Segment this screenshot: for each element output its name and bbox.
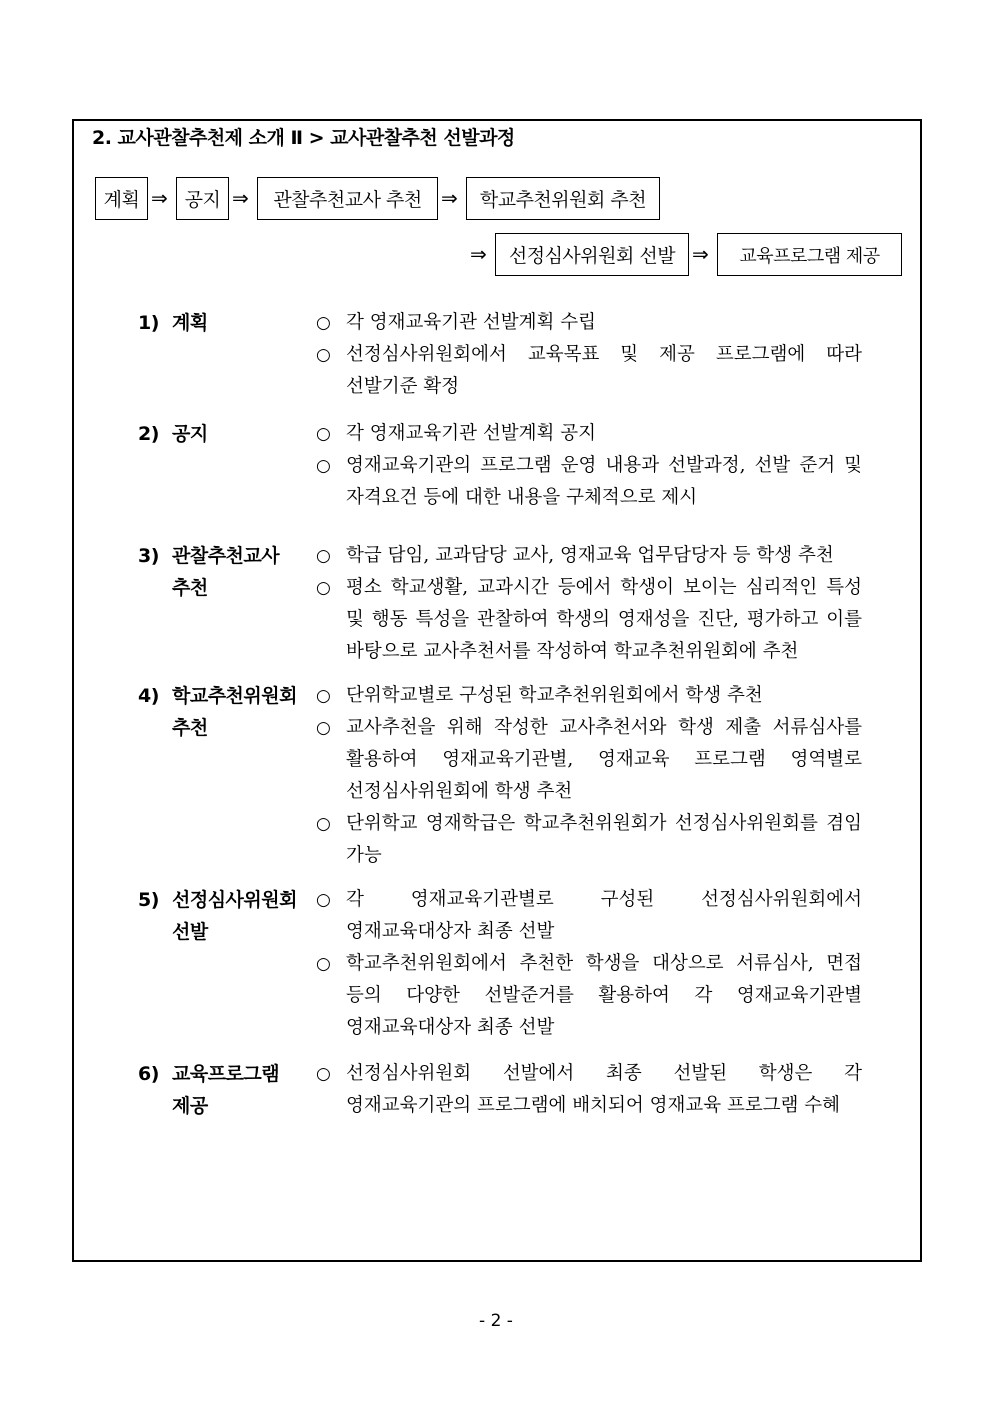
- step-6: [138, 1058, 862, 1122]
- item-text: 단위학교 영재학급은 학교추천위원회가 선정심사위원회를 겸임 가능: [346, 813, 862, 866]
- item-text: 각 영재교육기관 선발계획 공지: [346, 423, 596, 444]
- step-number: 3): [138, 545, 159, 567]
- flow-arrow-icon: ⇒: [232, 186, 249, 210]
- item-text: 단위학교별로 구성된 학교추천위원회에서 학생 추천: [346, 685, 763, 706]
- step-number: 6): [138, 1063, 159, 1085]
- step-number: 5): [138, 889, 159, 911]
- step-4: [138, 680, 862, 872]
- flow-box-notice: 공지: [176, 177, 229, 220]
- step-title: 선정심사위원회 선발: [172, 889, 297, 943]
- circle-bullet-icon: ○: [316, 456, 331, 476]
- circle-bullet-icon: ○: [316, 686, 331, 706]
- section-heading: 2. 교사관찰추천제 소개 Ⅱ > 교사관찰추천 선발과정: [92, 127, 515, 149]
- step-number: 2): [138, 423, 159, 445]
- flow-box-plan: 계획: [95, 177, 148, 220]
- flow-arrow-icon: ⇒: [692, 242, 709, 266]
- flow-arrow-icon: ⇒: [151, 186, 168, 210]
- step-title: 학교추천위원회 추천: [172, 685, 297, 739]
- flow-box-teacher-recommend: 관찰추천교사 추천: [257, 177, 438, 220]
- step-title: 계획: [172, 312, 208, 334]
- list-item: [316, 1058, 862, 1122]
- item-text: 선정심사위원회 선발에서 최종 선발된 학생은 각 영재교육기관의 프로그램에 배치되어 영재교육 프로그램 수혜: [346, 1063, 862, 1116]
- step-2: [138, 418, 862, 514]
- step-3: [138, 540, 862, 668]
- circle-bullet-icon: ○: [316, 313, 331, 333]
- item-text: 교사추천을 위해 작성한 교사추천서와 학생 제출 서류심사를 활용하여 영재교육기관별, 영재교육 프로그램 영역별로 선정심사위원회에 학생 추천: [346, 717, 862, 802]
- item-text: 학급 담임, 교과담당 교사, 영재교육 업무담당자 등 학생 추천: [346, 545, 834, 566]
- flow-box-school-committee: 학교추천위원회 추천: [466, 177, 660, 220]
- item-text: 각 영재교육기관별로 구성된 선정심사위원회에서 영재교육대상자 최종 선발: [346, 889, 862, 942]
- list-item: [316, 307, 862, 339]
- circle-bullet-icon: ○: [316, 424, 331, 444]
- circle-bullet-icon: ○: [316, 578, 331, 598]
- list-item: [316, 680, 862, 712]
- list-item: [316, 712, 862, 808]
- item-text: 학교추천위원회에서 추천한 학생을 대상으로 서류심사, 면접 등의 다양한 선발준거를 활용하여 각 영재교육기관별 영재교육대상자 최종 선발: [346, 953, 862, 1038]
- list-item: [316, 339, 862, 403]
- list-item: [316, 884, 862, 948]
- item-text: 선정심사위원회에서 교육목표 및 제공 프로그램에 따라 선발기준 확정: [346, 344, 862, 397]
- steps-list: [138, 307, 862, 1122]
- flow-box-selection-committee: 선정심사위원회 선발: [495, 233, 689, 276]
- step-title: 관찰추천교사 추천: [172, 545, 280, 599]
- circle-bullet-icon: ○: [316, 718, 331, 738]
- step-5: [138, 884, 862, 1044]
- circle-bullet-icon: ○: [316, 814, 331, 834]
- list-item: [316, 572, 862, 668]
- circle-bullet-icon: ○: [316, 890, 331, 910]
- list-item: [316, 450, 862, 514]
- flow-arrow-icon: ⇒: [441, 186, 458, 210]
- list-item: [316, 948, 862, 1044]
- circle-bullet-icon: ○: [316, 954, 331, 974]
- circle-bullet-icon: ○: [316, 546, 331, 566]
- step-title: 공지: [172, 423, 208, 445]
- list-item: [316, 540, 862, 572]
- flow-box-program: 교육프로그램 제공: [717, 233, 902, 276]
- step-1: [138, 307, 862, 403]
- circle-bullet-icon: ○: [316, 345, 331, 365]
- item-text: 각 영재교육기관 선발계획 수립: [346, 312, 596, 333]
- item-text: 영재교육기관의 프로그램 운영 내용과 선발과정, 선발 준거 및 자격요건 등에 대한 내용을 구체적으로 제시: [346, 455, 862, 508]
- flow-arrow-icon: ⇒: [470, 242, 487, 266]
- list-item: [316, 808, 862, 872]
- circle-bullet-icon: ○: [316, 1064, 331, 1084]
- step-number: 1): [138, 312, 159, 334]
- step-number: 4): [138, 685, 159, 707]
- list-item: [316, 418, 862, 450]
- item-text: 평소 학교생활, 교과시간 등에서 학생이 보이는 심리적인 특성 및 행동 특성을 관찰하여 학생의 영재성을 진단, 평가하고 이를 바탕으로 교사추천서를 작성하여 학교추천위원회에 추천: [346, 577, 862, 662]
- page-number: - 2 -: [479, 1311, 513, 1331]
- step-title: 교육프로그램 제공: [172, 1063, 280, 1117]
